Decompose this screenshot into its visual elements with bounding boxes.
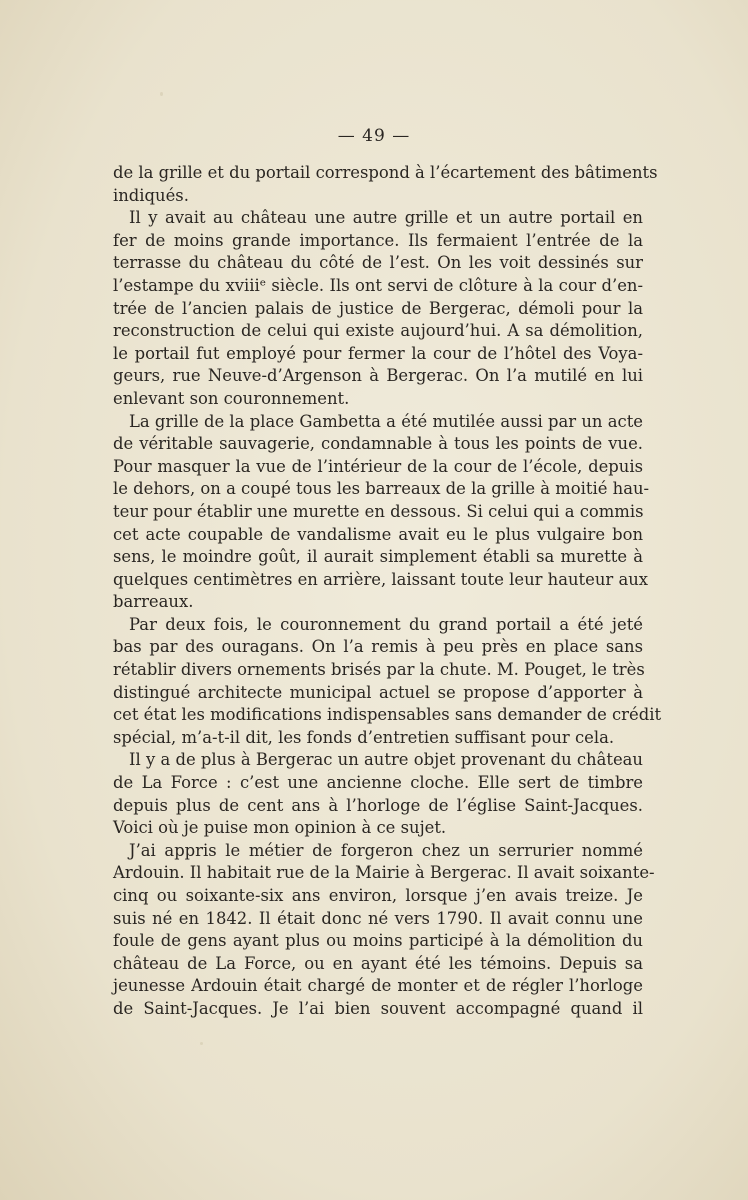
text-line: le portail fut employé pour fermer la cour de l’hôtel des Voya- [113, 343, 643, 363]
text-line: de Saint-Jacques. Je l’ai bien souvent accompagné quand il [113, 998, 643, 1018]
text-line: bas par des ouragans. On l’a remis à peu près en place sans [113, 637, 643, 657]
text-line: de la grille et du portail correspond à l’écartement des bâtiments [113, 163, 658, 182]
text-line: La grille de la place Gambetta a été mutilée aussi par un acte [129, 411, 643, 431]
text-line: cinq ou soixante-six ans environ, lorsque j’en avais treize. Je [113, 886, 643, 905]
text-line: enlevant son couronnement. [113, 388, 350, 408]
text-line: trée de l’ancien palais de justice de Bergerac, démoli pour la [113, 298, 643, 318]
text-line: terrasse du château du côté de l’est. On les voit dessinés sur [113, 253, 643, 273]
text-line: château de La Force, ou en ayant été les témoins. Depuis sa [113, 953, 643, 973]
text-line: Il y a de plus à Bergerac un autre objet provenant du château [129, 750, 643, 770]
text-line: indiqués. [113, 185, 189, 205]
text-line: Voici où je puise mon opinion à ce sujet. [113, 818, 447, 838]
text-line: Ardouin. Il habitait rue de la Mairie à Bergerac. Il avait soixante- [113, 863, 655, 883]
text-line: cet acte coupable de vandalisme avait eu le plus vulgaire bon [113, 524, 643, 544]
paper-speck [160, 92, 163, 96]
text-line: teur pour établir une murette en dessous. Si celui qui a commis [113, 501, 644, 521]
text-line: sens, le moindre goût, il aurait simplement établi sa murette à [113, 547, 643, 567]
text-line: le dehors, on a coupé tous les barreaux de la grille à moitié hau- [113, 479, 650, 499]
page-number: — 49 — [337, 126, 411, 146]
text-line: l’estampe du xviiiᵉ siècle. Ils ont servi de clôture à la cour d’en- [113, 275, 643, 295]
text-line: de La Force : c’est une ancienne cloche. Elle sert de timbre [113, 773, 643, 793]
text-line: J’ai appris le métier de forgeron chez un serrurier nommé [129, 840, 643, 860]
body-text [113, 162, 662, 1021]
text-line: suis né en 1842. Il était donc né vers 1790. Il avait connu une [113, 908, 643, 928]
text-line: foule de gens ayant plus ou moins participé à la démolition du [113, 931, 643, 951]
text-line: geurs, rue Neuve-d’Argenson à Bergerac. On l’a mutilé en lui [113, 366, 643, 386]
text-line: reconstruction de celui qui existe aujourd’hui. A sa démolition, [113, 321, 643, 341]
text-line: depuis plus de cent ans à l’horloge de l’église Saint-Jacques. [113, 795, 643, 815]
text-line: Il y avait au château une autre grille et un autre portail en [129, 208, 643, 228]
text-line: spécial, m’a-t-il dit, les fonds d’entretien suffisant pour cela. [113, 727, 615, 747]
text-line: Pour masquer la vue de l’intérieur de la cour de l’école, depuis [113, 456, 643, 476]
text-line: distingué architecte municipal actuel se propose d’apporter à [113, 682, 643, 702]
paper-speck [200, 1042, 203, 1045]
text-line: quelques centimètres en arrière, laissant toute leur hauteur aux [113, 569, 649, 589]
text-line: rétablir divers ornements brisés par la chute. M. Pouget, le très [113, 660, 645, 680]
text-line: jeunesse Ardouin était chargé de monter et de régler l’horloge [113, 976, 643, 996]
text-line: barreaux. [113, 592, 194, 612]
text-line: Par deux fois, le couronnement du grand portail a été jeté [129, 614, 643, 634]
text-line: de véritable sauvagerie, condamnable à tous les points de vue. [113, 434, 643, 454]
text-line: cet état les modifications indispensables sans demander de crédit [113, 705, 662, 725]
text-line: fer de moins grande importance. Ils fermaient l’entrée de la [113, 230, 643, 250]
